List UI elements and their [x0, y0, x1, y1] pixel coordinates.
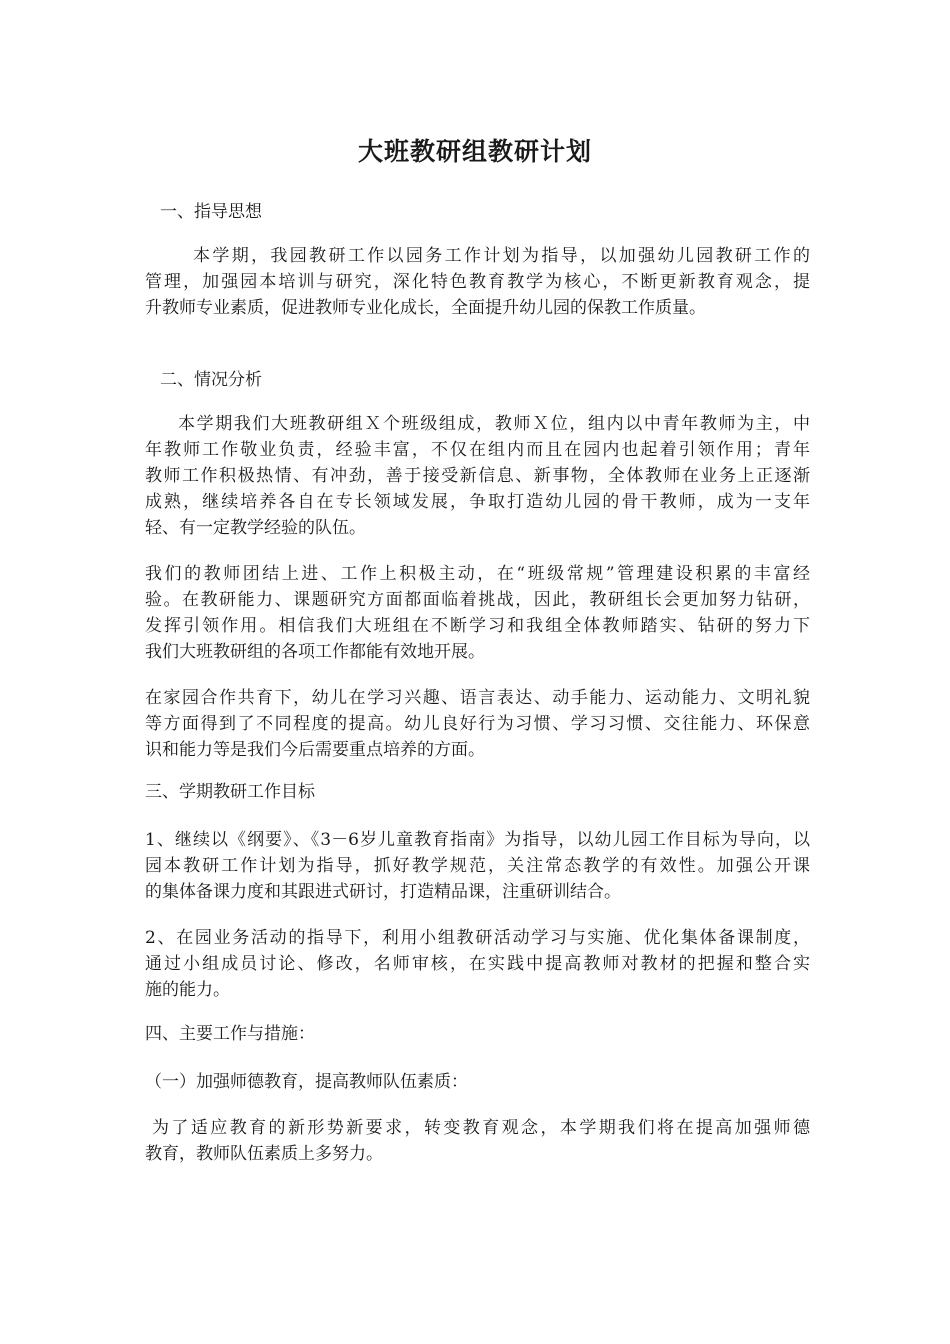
paragraph-line: 在家园合作共育下，幼儿在学习兴趣、语言表达、动手能力、运动能力、文明礼貌	[145, 688, 810, 708]
paragraph-line: 发挥引领作用。相信我们大班组在不断学习和我组全体教师踏实、钻研的努力下	[145, 616, 810, 636]
section3-heading: 三、学期教研工作目标	[145, 782, 315, 802]
section1-heading: 一、指导思想	[160, 202, 262, 222]
section2-heading: 二、情况分析	[160, 370, 262, 390]
paragraph-line: 验。在教研能力、课题研究方面都面临着挑战，因此，教研组长会更加努力钻研，	[145, 590, 810, 610]
paragraph-line: 施的能力。	[145, 980, 230, 1000]
paragraph-line: 通过小组成员讨论、修改，名师审核，在实践中提高教师对教材的把握和整合实	[145, 954, 810, 974]
paragraph-line: 成熟，继续培养各自在专长领域发展，争取打造幼儿园的骨干教师，成为一支年	[145, 492, 810, 512]
paragraph-line: 轻、有一定教学经验的队伍。	[145, 518, 366, 538]
paragraph-line: 我们的教师团结上进、工作上积极主动，在“班级常规”管理建设积累的丰富经	[145, 564, 810, 584]
paragraph-line: 等方面得到了不同程度的提高。幼儿良好行为习惯、学习习惯、交往能力、环保意	[145, 714, 810, 734]
paragraph-line: 2、在园业务活动的指导下，利用小组教研活动学习与实施、优化集体备课制度，	[145, 928, 810, 948]
subsection-heading: （一）加强师德教育，提高教师队伍素质：	[145, 1072, 468, 1092]
paragraph-line: 我们大班教研组的各项工作都能有效地开展。	[145, 642, 485, 662]
paragraph-line: 的集体备课力度和其跟进式研讨，打造精品课，注重研训结合。	[145, 882, 621, 902]
section4-heading: 四、主要工作与措施：	[145, 1024, 315, 1044]
paragraph-line: 管理，加强园本培训与研究，深化特色教育教学为核心，不断更新教育观念，提	[145, 272, 810, 292]
document-title: 大班教研组教研计划	[357, 137, 592, 166]
paragraph-line: 升教师专业素质，促进教师专业化成长，全面提升幼儿园的保教工作质量。	[145, 298, 706, 318]
paragraph-line: 园本教研工作计划为指导，抓好教学规范，关注常态教学的有效性。加强公开课	[145, 856, 810, 876]
paragraph-line: 识和能力等是我们今后需要重点培养的方面。	[145, 740, 485, 760]
paragraph-line: 教育，教师队伍素质上多努力。	[145, 1144, 383, 1164]
paragraph-line: 为了适应教育的新形势新要求，转变教育观念，本学期我们将在提高加强师德	[152, 1118, 810, 1138]
paragraph-line: 本学期我们大班教研组Ｘ个班级组成，教师Ｘ位，组内以中青年教师为主，中	[178, 414, 810, 434]
paragraph-line: 1、继续以《纲要》、《3－6岁儿童教育指南》为指导，以幼儿园工作目标为导向，以	[145, 830, 810, 850]
paragraph-line: 教师工作积极热情、有冲劲，善于接受新信息、新事物，全体教师在业务上正逐渐	[145, 466, 810, 486]
paragraph-line: 年教师工作敬业负责，经验丰富，不仅在组内而且在园内也起着引领作用；青年	[145, 440, 810, 460]
paragraph-line: 本学期，我园教研工作以园务工作计划为指导，以加强幼儿园教研工作的	[193, 246, 810, 266]
